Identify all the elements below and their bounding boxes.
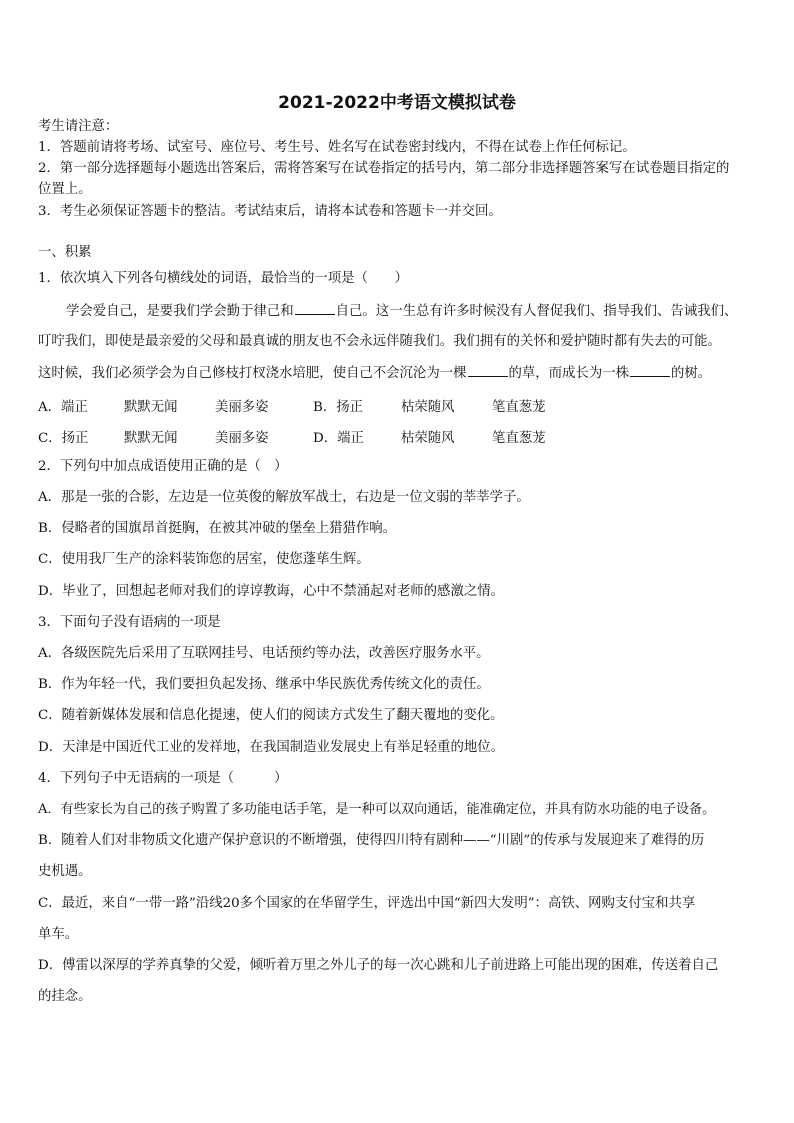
passage-line	[66, 302, 758, 321]
answer-blank	[630, 364, 670, 377]
question-2-option: C．使用我厂生产的涂料装饰您的居室，使您蓬荜生辉。	[38, 552, 370, 567]
question-4-line: 单车。	[38, 927, 79, 942]
passage-text: 学会爱自己，是要我们学会勤于律己和	[66, 304, 294, 319]
question-2-option: B．侵略者的国旗昂首挺胸，在被其冲破的堡垒上猎猎作响。	[38, 521, 396, 536]
question-4-line: C．最近，来自“一带一路”沿线20多个国家的在华留学生，评选出中国“新四大发明”：高铁、网购支付宝和共享	[38, 896, 696, 911]
question-3-option: C．随着新媒体发展和信息化提速，使人们的阅读方式发生了翻天覆地的变化。	[38, 708, 504, 723]
question-2-option: A．那是一张的合影，左边是一位英俊的解放军战士，右边是一位文弱的莘莘学子。	[38, 490, 530, 505]
option-d-word-2: 枯荣随风	[401, 431, 455, 446]
option-b-word-1: B．扬正	[313, 400, 364, 415]
question-4-line: B．随着人们对非物质文化遗产保护意识的不断增强，使得四川特有剧种——“川剧”的传承与发展迎来了难得的历	[38, 833, 705, 848]
section-heading: 一、积累	[38, 245, 92, 260]
question-1-stem: 1．依次填入下列各句横线处的词语，最恰当的一项是（ ）	[38, 271, 409, 286]
option-c-word-3: 美丽多姿	[215, 431, 269, 446]
notice-item: 位置上。	[38, 182, 92, 197]
question-3-option: D．天津是中国近代工业的发祥地，在我国制造业发展史上有举足轻重的地位。	[38, 740, 505, 755]
option-c-word-1: C．扬正	[38, 431, 89, 446]
question-4-line: 的挂念。	[38, 989, 92, 1004]
passage-text: 这时候，我们必须学会为自己修枝打杈浇水培肥，使自己不会沉沦为一棵	[38, 366, 467, 381]
page-title: 2021-2022中考语文模拟试卷	[278, 93, 516, 113]
question-2-option: D．毕业了，回想起老师对我们的谆谆教诲，心中不禁涌起对老师的感激之情。	[38, 584, 505, 599]
question-3-option: A．各级医院先后采用了互联网挂号、电话预约等办法，改善医疗服务水平。	[38, 646, 490, 661]
question-2-stem: 2．下列句中加点成语使用正确的是（ ）	[38, 459, 288, 474]
option-b-word-3: 笔直葱茏	[492, 400, 546, 415]
passage-text: 自己。这一生总有许多时候没有人督促我们、指导我们、告诫我们、	[335, 304, 738, 319]
option-d-word-1: D．端正	[313, 431, 364, 446]
question-4-line: D．傅雷以深厚的学养真挚的父爱，倾听着万里之外儿子的每一次心跳和儿子前进路上可能出现的困难，传送着自己	[38, 958, 719, 973]
question-4-stem: 4．下列句子中无语病的一项是（ ）	[38, 771, 288, 786]
notice-item: 1．答题前请将考场、试室号、座位号、考生号、姓名写在试卷密封线内，不得在试卷上作任何标记。	[38, 140, 636, 155]
question-4-line: 史机遇。	[38, 864, 92, 879]
notice-heading: 考生请注意：	[38, 119, 119, 134]
question-3-option: B．作为年轻一代，我们要担负起发扬、继承中华民族优秀传统文化的责任。	[38, 677, 490, 692]
question-3-stem: 3．下面句子没有语病的一项是	[38, 615, 221, 630]
option-c-word-2: 默默无闻	[124, 431, 178, 446]
question-4-line: A．有些家长为自己的孩子购置了多功能电话手笔，是一种可以双向通话，能准确定位，并具有防水功能的电子设备。	[38, 802, 716, 817]
notice-item: 2．第一部分选择题每小题选出答案后，需将答案写在试卷指定的括号内，第二部分非选择题答案写在试卷题目指定的	[38, 161, 730, 176]
option-d-word-3: 笔直葱茏	[492, 431, 546, 446]
option-b-word-2: 枯荣随风	[401, 400, 455, 415]
option-a-word-2: 默默无闻	[124, 400, 178, 415]
passage-line	[38, 364, 758, 383]
option-a-word-1: A．端正	[38, 400, 88, 415]
answer-blank	[295, 302, 335, 315]
passage-line: 叮咛我们，即使是最亲爱的父母和最真诚的朋友也不会永远伴随我们。我们拥有的关怀和爱护随时都有失去的可能。	[38, 334, 721, 349]
notice-item: 3．考生必须保证答题卡的整洁。考试结束后，请将本试卷和答题卡一并交回。	[38, 204, 502, 219]
passage-text: 的树。	[671, 366, 712, 381]
passage-text: 的草，而成长为一株	[508, 366, 630, 381]
option-a-word-3: 美丽多姿	[215, 400, 269, 415]
answer-blank	[468, 364, 508, 377]
